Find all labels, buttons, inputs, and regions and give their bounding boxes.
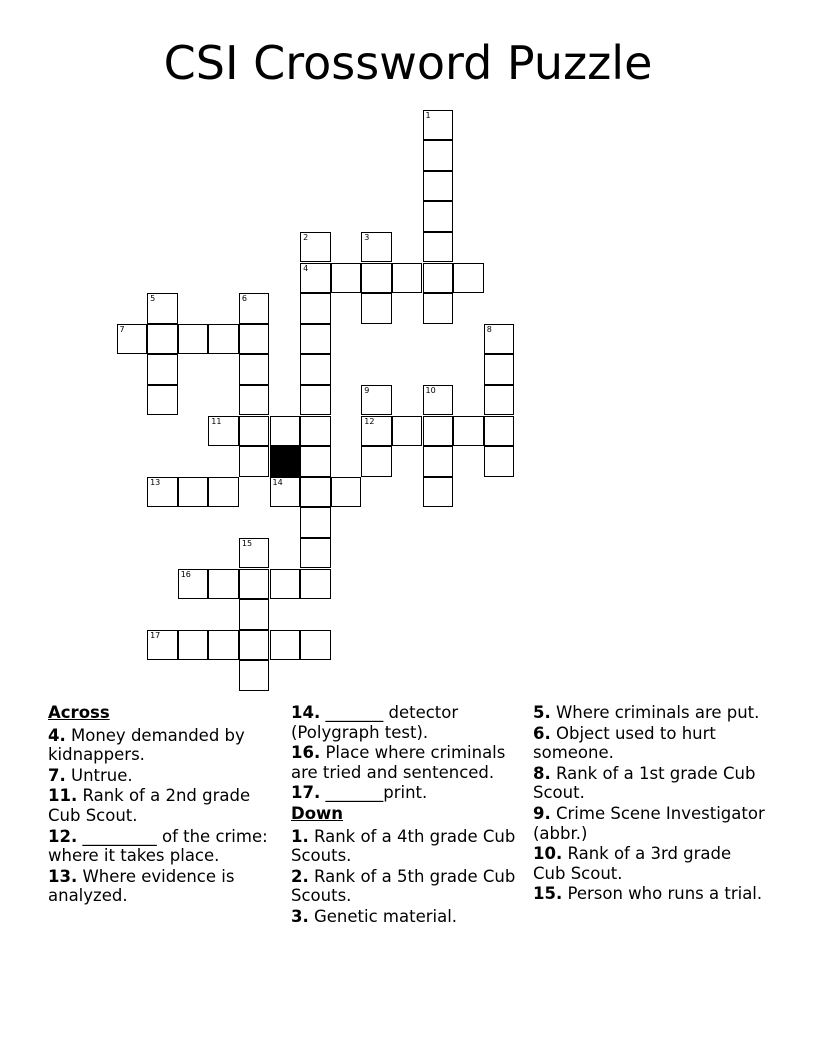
clue-down: 10. Rank of a 3rd grade Cub Scout. xyxy=(533,844,732,883)
grid-cell[interactable] xyxy=(208,569,239,600)
clue-number: 11 xyxy=(211,416,222,426)
grid-cell[interactable] xyxy=(423,140,454,171)
grid-cell[interactable] xyxy=(423,385,454,416)
clue-down: 5. Where criminals are put. xyxy=(533,703,760,722)
clue-column-3 xyxy=(533,703,768,905)
clue-across: 12. _________ of the crime: where it takes place. xyxy=(48,826,268,866)
grid-cell[interactable] xyxy=(423,263,454,294)
grid-cell[interactable] xyxy=(147,324,178,355)
grid-cell[interactable] xyxy=(300,232,331,263)
clue-across: 16. Place where criminals are tried and sentenced. xyxy=(291,743,506,782)
clue-across: 11. Rank of a 2nd grade Cub Scout. xyxy=(48,786,251,825)
clue-down: 15. Person who runs a trial. xyxy=(533,884,763,904)
grid-cell[interactable] xyxy=(300,569,331,600)
grid-cell[interactable] xyxy=(484,354,515,385)
grid-cell[interactable] xyxy=(147,630,178,661)
grid-cell[interactable] xyxy=(270,630,301,661)
grid-cell[interactable] xyxy=(178,477,209,508)
grid-cell[interactable] xyxy=(239,293,270,324)
clue-across: 14. _______ detector (Polygraph test). xyxy=(291,703,459,742)
grid-cell[interactable] xyxy=(270,477,301,508)
black-cell xyxy=(270,446,301,477)
grid-cell[interactable] xyxy=(147,477,178,508)
grid-cell[interactable] xyxy=(423,201,454,232)
across-header: Across xyxy=(48,703,110,722)
clue-number: 1 xyxy=(425,110,431,120)
clue-across: 7. Untrue. xyxy=(48,765,133,785)
grid-cell[interactable] xyxy=(484,324,515,355)
grid-cell[interactable] xyxy=(239,385,270,416)
grid-cell[interactable] xyxy=(178,569,209,600)
grid-cell[interactable] xyxy=(300,416,331,447)
grid-cell[interactable] xyxy=(361,293,392,324)
grid-cell[interactable] xyxy=(239,354,270,385)
clue-number: 12 xyxy=(364,416,375,426)
grid-cell[interactable] xyxy=(208,630,239,661)
clue-down: 8. Rank of a 1st grade Cub Scout. xyxy=(533,763,756,803)
grid-cell[interactable] xyxy=(392,416,423,447)
clue-across: 4. Money demanded by kidnappers. xyxy=(48,725,245,765)
grid-cell[interactable] xyxy=(270,416,301,447)
grid-cell[interactable] xyxy=(300,630,331,661)
grid-cell[interactable] xyxy=(239,599,270,630)
grid-cell[interactable] xyxy=(423,171,454,202)
grid-cell[interactable] xyxy=(300,263,331,294)
grid-cell[interactable] xyxy=(239,538,270,569)
page-title: CSI Crossword Puzzle xyxy=(163,36,653,90)
grid-cell[interactable] xyxy=(453,416,484,447)
clue-number: 5 xyxy=(150,294,156,304)
grid-cell[interactable] xyxy=(147,293,178,324)
clue-column-2 xyxy=(291,703,526,928)
grid-cell[interactable] xyxy=(361,263,392,294)
grid-cell[interactable] xyxy=(300,324,331,355)
clue-across: 13. Where evidence is analyzed. xyxy=(48,866,235,906)
grid-cell[interactable] xyxy=(423,477,454,508)
grid-cell[interactable] xyxy=(300,354,331,385)
grid-cell[interactable] xyxy=(117,324,148,355)
grid-cell[interactable] xyxy=(239,660,270,691)
clue-number: 2 xyxy=(303,232,309,242)
grid-cell[interactable] xyxy=(331,263,362,294)
grid-cell[interactable] xyxy=(147,354,178,385)
clue-number: 4 xyxy=(303,263,309,273)
grid-cell[interactable] xyxy=(178,630,209,661)
grid-cell[interactable] xyxy=(300,507,331,538)
grid-cell[interactable] xyxy=(208,416,239,447)
clue-number: 6 xyxy=(241,294,247,304)
grid-cell[interactable] xyxy=(300,538,331,569)
clue-number: 17 xyxy=(150,630,161,640)
grid-cell[interactable] xyxy=(239,324,270,355)
clue-down: 9. Crime Scene Investigator (abbr.) xyxy=(533,803,765,843)
grid-cell[interactable] xyxy=(147,385,178,416)
grid-cell[interactable] xyxy=(453,263,484,294)
grid-cell[interactable] xyxy=(423,293,454,324)
clue-across: 17. _______print. xyxy=(291,783,428,803)
clue-down: 1. Rank of a 4th grade Cub Scouts. xyxy=(291,826,516,866)
grid-cell[interactable] xyxy=(300,385,331,416)
clue-number: 3 xyxy=(364,232,370,242)
grid-cell[interactable] xyxy=(423,446,454,477)
grid-cell[interactable] xyxy=(484,446,515,477)
clue-down: 3. Genetic material. xyxy=(291,906,458,926)
grid-cell[interactable] xyxy=(331,477,362,508)
grid-cell[interactable] xyxy=(208,324,239,355)
clue-number: 10 xyxy=(425,385,436,395)
grid-cell[interactable] xyxy=(239,446,270,477)
grid-cell[interactable] xyxy=(239,416,270,447)
grid-cell[interactable] xyxy=(300,293,331,324)
grid-cell[interactable] xyxy=(423,416,454,447)
clue-number: 9 xyxy=(364,385,370,395)
clue-number: 16 xyxy=(180,569,191,579)
down-header: Down xyxy=(291,803,344,823)
clue-number: 8 xyxy=(486,324,492,334)
grid-cell[interactable] xyxy=(484,385,515,416)
grid-cell[interactable] xyxy=(361,416,392,447)
grid-cell[interactable] xyxy=(178,324,209,355)
clue-down: 6. Object used to hurt someone. xyxy=(533,723,716,763)
grid-cell[interactable] xyxy=(423,110,454,141)
grid-cell[interactable] xyxy=(361,446,392,477)
clue-number: 14 xyxy=(272,477,283,487)
grid-cell[interactable] xyxy=(392,263,423,294)
grid-cell[interactable] xyxy=(361,232,392,263)
grid-cell[interactable] xyxy=(361,385,392,416)
clue-down: 2. Rank of a 5th grade Cub Scouts. xyxy=(291,866,516,906)
grid-cell[interactable] xyxy=(239,630,270,661)
grid-cell[interactable] xyxy=(270,569,301,600)
grid-cell[interactable] xyxy=(208,477,239,508)
grid-cell[interactable] xyxy=(239,569,270,600)
clue-number: 7 xyxy=(119,324,125,334)
grid-cell[interactable] xyxy=(423,232,454,263)
grid-cell[interactable] xyxy=(484,416,515,447)
grid-cell[interactable] xyxy=(300,446,331,477)
clue-column-1 xyxy=(48,703,283,907)
clue-number: 13 xyxy=(150,477,161,487)
grid-cell[interactable] xyxy=(300,477,331,508)
clue-number: 15 xyxy=(241,538,253,548)
